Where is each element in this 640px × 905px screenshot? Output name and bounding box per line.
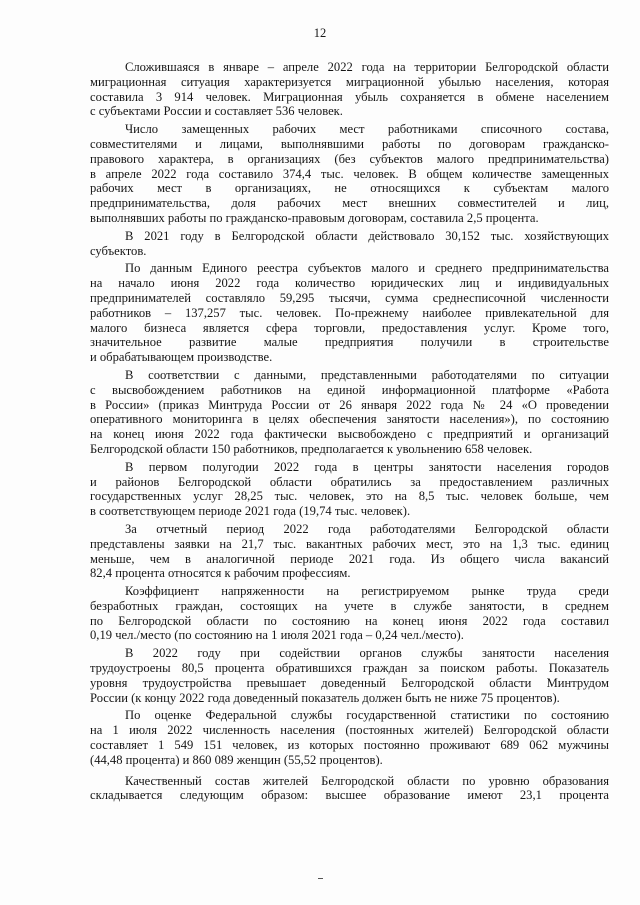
text-line: представлены заявки на 21,7 тыс. вакантных рабочих мест, это на 1,3 тыс. единиц <box>90 536 609 551</box>
text-line: в России» (приказ Минтруда России от 26 января 2022 года № 24 «О проведении <box>90 397 609 412</box>
text-line: работников – 137,257 тыс. человек. По-прежнему наиболее привлекательной для <box>90 305 609 320</box>
scan-artifact <box>318 878 323 879</box>
text-line: субъектов. <box>90 243 147 258</box>
paragraph <box>90 708 609 767</box>
paragraph <box>90 60 609 119</box>
paragraph <box>90 261 609 365</box>
text-line: Белгородской области 150 работников, предполагается к увольнению 658 человек. <box>90 441 533 456</box>
text-line: складывается следующим образом: высшее образование имеют 23,1 процента <box>90 788 609 803</box>
text-line: В 2021 году в Белгородской области действовало 30,152 тыс. хозяйствующих <box>125 228 609 243</box>
page-number: 12 <box>313 26 327 40</box>
text-line: на конец июня 2022 года фактически высвобождено с предприятий и организаций <box>90 427 609 442</box>
text-line: на начало июня 2022 года количество юридических лиц и индивидуальных <box>90 276 609 291</box>
text-line: меньше, чем в аналогичной периоде 2021 года. Из общего числа вакансий <box>90 551 609 566</box>
text-line: Коэффициент напряженности на регистрируемом рынке труда среди <box>125 584 609 599</box>
text-line: рабочих мест в организациях, не относящихся к субъектам малого <box>90 181 609 196</box>
text-line: трудоустроены 80,5 процента обратившихся граждан за поиском работы. Показатель <box>90 661 609 676</box>
text-line: За отчетный период 2022 года работодателями Белгородской области <box>125 521 609 536</box>
text-line: По оценке Федеральной службы государственной статистики по состоянию <box>125 708 609 723</box>
text-line: значительное развитие малые предприятия получили в строительстве <box>90 335 609 350</box>
paragraph <box>90 460 609 519</box>
text-line: Качественный состав жителей Белгородской области по уровню образования <box>125 773 609 788</box>
paragraph <box>90 229 609 259</box>
text-line: на 1 июля 2022 численность населения (постоянных жителей) Белгородской области <box>90 723 609 738</box>
text-line: 0,19 чел./место (по состоянию на 1 июля 2021 года – 0,24 чел./место). <box>90 628 464 643</box>
text-line: миграционная ситуация характеризуется миграционной убылью населения, которая <box>90 74 609 89</box>
paragraph <box>90 368 609 457</box>
text-line: составляет 1 549 151 человек, из которых постоянно проживают 689 062 мужчины <box>90 738 609 753</box>
text-line: и обрабатывающем производстве. <box>90 350 273 365</box>
text-line: по Белгородской области по состоянию на конец июня 2022 года составил <box>90 613 609 628</box>
text-line: совместителями и лицами, выполнявшими работы по договорам гражданско- <box>90 136 609 151</box>
text-line: уровня трудоустройства превышает доведенный Белгородской области Минтрудом <box>90 675 609 690</box>
paragraph <box>90 122 609 226</box>
paragraph <box>90 774 609 804</box>
text-line: малого бизнеса является сфера торговли, предоставления услуг. Кроме того, <box>90 320 609 335</box>
text-line: выполнявших работы по гражданско-правовым договорам, составила 2,5 процента. <box>90 210 539 225</box>
text-line: безработных граждан, состоящих на учете в службе занятости, в среднем <box>90 598 609 613</box>
text-line: предпринимателей составляло 59,295 тысячи, сумма среднесписочной численности <box>90 290 609 305</box>
text-line: оперативного мониторинга в целях обеспечения занятости населения»), по состоянию <box>90 412 609 427</box>
text-line: в соответствующем периоде 2021 года (19,74 тыс. человек). <box>90 504 411 519</box>
document-body <box>90 60 609 803</box>
text-line: России (к концу 2022 года доведенный показатель должен быть не ниже 75 процентов). <box>90 690 560 705</box>
text-line: Сложившаяся в январе – апреле 2022 года на территории Белгородской области <box>125 60 609 74</box>
text-line: и районов Белгородской области обратились за предоставлением различных <box>90 474 609 489</box>
text-line: В первом полугодии 2022 года в центры занятости населения городов <box>125 459 609 474</box>
text-line: (44,48 процента) и 860 089 женщин (55,52 процентов). <box>90 752 383 767</box>
text-line: В соответствии с данными, представленными работодателями по ситуации <box>125 367 609 382</box>
text-line: в апреле 2022 года составило 374,4 тыс. человек. В общем количестве замещенных <box>90 166 609 181</box>
text-line: с субъектами России и составляет 536 человек. <box>90 104 343 119</box>
paragraph <box>90 584 609 643</box>
text-line: По данным Единого реестра субъектов малого и среднего предпринимательства <box>125 261 609 276</box>
text-line: Число замещенных рабочих мест работниками списочного состава, <box>125 122 609 137</box>
text-line: В 2022 году при содействии органов службы занятости населения <box>125 646 609 661</box>
text-line: предпринимательства, доля рабочих мест внешних совместителей и лиц, <box>90 196 609 211</box>
text-line: правового характера, в организациях (без субъектов малого предпринимательства) <box>90 151 609 166</box>
paragraph <box>90 646 609 705</box>
text-line: с высвобождением работников на единой информационной платформе «Работа <box>90 382 609 397</box>
text-line: составила 3 914 человек. Миграционная убыль сохраняется в обмене населением <box>90 89 609 104</box>
text-line: государственных услуг 28,25 тыс. человек, это на 8,5 тыс. человек больше, чем <box>90 489 609 504</box>
paragraph <box>90 522 609 581</box>
text-line: 82,4 процента относятся к рабочим профессиям. <box>90 566 351 581</box>
